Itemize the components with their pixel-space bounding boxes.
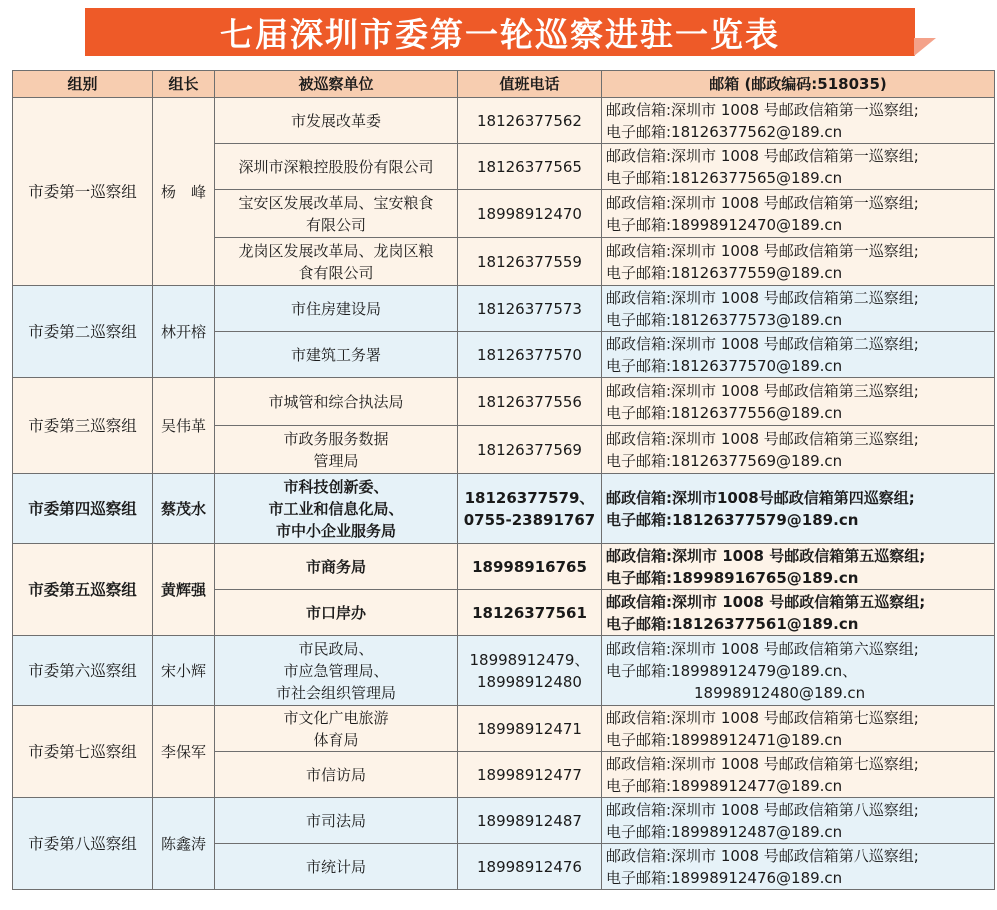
email-address-text: 电子邮箱:18998912471@189.cn — [606, 730, 843, 749]
email-address-text: 电子邮箱:18998912487@189.cn — [606, 822, 843, 841]
phone-cell — [458, 544, 602, 590]
unit-name-line: 市司法局 — [305, 811, 366, 830]
leader-cell: 陈鑫涛 — [153, 798, 215, 890]
email-address-text: 电子邮箱:18998912470@189.cn — [606, 215, 843, 234]
email-address-text: 18998912480@189.cn — [694, 683, 866, 702]
column-header-group: 组别 — [13, 71, 153, 98]
unit-cell — [215, 426, 458, 474]
unit-name-line: 市统计局 — [305, 857, 366, 876]
column-header-leader: 组长 — [153, 71, 215, 98]
phone-cell — [458, 752, 602, 798]
email-cell — [602, 378, 995, 426]
column-header-unit: 被巡察单位 — [215, 71, 458, 98]
page-title: 七届深圳市委第一轮巡察进驻一览表 — [85, 8, 915, 56]
unit-name-line: 市城管和综合执法局 — [268, 392, 404, 411]
unit-name-line: 市社会组织管理局 — [275, 683, 396, 702]
postal-box-text: 邮政信箱:深圳市 1008 号邮政信箱第三巡察组; — [606, 429, 919, 448]
group-name-cell: 市委第七巡察组 — [13, 706, 153, 798]
unit-name-line: 食有限公司 — [298, 263, 374, 282]
unit-cell — [215, 144, 458, 190]
unit-name-line: 龙岗区发展改革局、龙岗区粮 — [238, 241, 434, 260]
email-address-text: 电子邮箱:18126377562@189.cn — [606, 122, 843, 141]
unit-name-line: 市科技创新委、 — [283, 477, 389, 496]
email-cell — [602, 636, 995, 706]
phone-number: 18998912470 — [477, 204, 582, 223]
postal-box-text: 邮政信箱:深圳市 1008 号邮政信箱第一巡察组; — [606, 193, 919, 212]
table-header-row — [13, 71, 995, 98]
unit-cell — [215, 590, 458, 636]
group-name-cell: 市委第八巡察组 — [13, 798, 153, 890]
unit-name-line: 市口岸办 — [305, 603, 366, 622]
phone-number: 18126377559 — [477, 252, 582, 271]
email-cell — [602, 844, 995, 890]
postal-box-text: 邮政信箱:深圳市 1008 号邮政信箱第一巡察组; — [606, 100, 919, 119]
postal-box-text: 邮政信箱:深圳市 1008 号邮政信箱第七巡察组; — [606, 708, 919, 727]
phone-number: 18998916765 — [472, 557, 587, 576]
phone-cell — [458, 190, 602, 238]
unit-cell — [215, 544, 458, 590]
unit-cell — [215, 752, 458, 798]
table-row — [13, 798, 995, 844]
phone-number: 18998912476 — [477, 857, 582, 876]
group-name-cell: 市委第五巡察组 — [13, 544, 153, 636]
email-cell — [602, 286, 995, 332]
leader-cell: 吴伟革 — [153, 378, 215, 474]
phone-number: 18126377579、 — [464, 488, 595, 507]
table-row — [13, 98, 995, 144]
postal-box-text: 邮政信箱:深圳市 1008 号邮政信箱第一巡察组; — [606, 241, 919, 260]
leader-cell: 林开榕 — [153, 286, 215, 378]
email-address-text: 电子邮箱:18998916765@189.cn — [606, 568, 859, 587]
email-address-text: 电子邮箱:18998912477@189.cn — [606, 776, 843, 795]
phone-number: 18998912479、 — [469, 650, 590, 669]
email-cell — [602, 426, 995, 474]
group-name-cell: 市委第一巡察组 — [13, 98, 153, 286]
phone-cell — [458, 636, 602, 706]
phone-number: 18126377569 — [477, 440, 582, 459]
phone-cell — [458, 590, 602, 636]
phone-number: 18126377570 — [477, 345, 582, 364]
postal-box-text: 邮政信箱:深圳市 1008 号邮政信箱第八巡察组; — [606, 846, 919, 865]
unit-cell — [215, 286, 458, 332]
inspection-table — [12, 70, 995, 890]
email-cell — [602, 544, 995, 590]
column-header-email: 邮箱 (邮政编码:518035) — [602, 71, 995, 98]
postal-box-text: 邮政信箱:深圳市 1008 号邮政信箱第二巡察组; — [606, 334, 919, 353]
unit-name-line: 市住房建设局 — [290, 299, 381, 318]
postal-box-text: 邮政信箱:深圳市 1008 号邮政信箱第一巡察组; — [606, 146, 919, 165]
leader-cell: 宋小辉 — [153, 636, 215, 706]
unit-name-line: 市工业和信息化局、 — [268, 499, 404, 518]
phone-cell — [458, 844, 602, 890]
unit-name-line: 深圳市深粮控股股份有限公司 — [238, 157, 434, 176]
email-cell — [602, 238, 995, 286]
unit-name-line: 市商务局 — [305, 557, 366, 576]
email-cell — [602, 144, 995, 190]
unit-cell — [215, 378, 458, 426]
table-row — [13, 544, 995, 590]
phone-cell — [458, 98, 602, 144]
group-name-cell: 市委第四巡察组 — [13, 474, 153, 544]
unit-name-line: 市发展改革委 — [290, 111, 381, 130]
group-name-cell: 市委第二巡察组 — [13, 286, 153, 378]
postal-box-text: 邮政信箱:深圳市 1008 号邮政信箱第五巡察组; — [606, 592, 926, 611]
email-address-text: 电子邮箱:18126377569@189.cn — [606, 451, 843, 470]
leader-cell: 李保军 — [153, 706, 215, 798]
unit-cell — [215, 332, 458, 378]
unit-name-line: 市信访局 — [305, 765, 366, 784]
unit-cell — [215, 238, 458, 286]
email-cell — [602, 332, 995, 378]
email-cell — [602, 798, 995, 844]
unit-cell — [215, 844, 458, 890]
email-address-text: 电子邮箱:18126377561@189.cn — [606, 614, 859, 633]
phone-cell — [458, 286, 602, 332]
email-cell — [602, 98, 995, 144]
email-address-text: 电子邮箱:18998912479@189.cn、 — [606, 661, 858, 680]
leader-cell: 蔡茂水 — [153, 474, 215, 544]
banner-decoration — [914, 38, 936, 56]
phone-cell — [458, 426, 602, 474]
postal-box-text: 邮政信箱:深圳市 1008 号邮政信箱第八巡察组; — [606, 800, 919, 819]
phone-cell — [458, 798, 602, 844]
leader-cell: 黄辉强 — [153, 544, 215, 636]
postal-box-text: 邮政信箱:深圳市 1008 号邮政信箱第六巡察组; — [606, 639, 919, 658]
unit-cell — [215, 798, 458, 844]
phone-number: 18998912487 — [477, 811, 582, 830]
email-address-text: 电子邮箱:18126377579@189.cn — [606, 510, 859, 529]
unit-cell — [215, 636, 458, 706]
unit-name-line: 市中小企业服务局 — [275, 521, 396, 540]
phone-number: 18998912480 — [477, 672, 582, 691]
unit-name-line: 市政务服务数据 — [283, 429, 389, 448]
postal-box-text: 邮政信箱:深圳市 1008 号邮政信箱第七巡察组; — [606, 754, 919, 773]
postal-box-text: 邮政信箱:深圳市 1008 号邮政信箱第五巡察组; — [606, 546, 926, 565]
email-address-text: 电子邮箱:18998912476@189.cn — [606, 868, 843, 887]
phone-number: 0755-23891767 — [463, 510, 596, 529]
table-row — [13, 286, 995, 332]
phone-number: 18126377561 — [472, 603, 587, 622]
email-address-text: 电子邮箱:18126377556@189.cn — [606, 403, 843, 422]
unit-name-line: 有限公司 — [305, 215, 366, 234]
phone-cell — [458, 474, 602, 544]
email-address-text: 电子邮箱:18126377573@189.cn — [606, 310, 843, 329]
unit-cell — [215, 474, 458, 544]
email-cell — [602, 752, 995, 798]
unit-cell — [215, 98, 458, 144]
group-name-cell: 市委第三巡察组 — [13, 378, 153, 474]
phone-number: 18998912477 — [477, 765, 582, 784]
unit-name-line: 市应急管理局、 — [283, 661, 389, 680]
postal-box-text: 邮政信箱:深圳市 1008 号邮政信箱第二巡察组; — [606, 288, 919, 307]
phone-number: 18998912471 — [477, 719, 582, 738]
unit-name-line: 市建筑工务署 — [290, 345, 381, 364]
unit-cell — [215, 190, 458, 238]
email-cell — [602, 474, 995, 544]
phone-number: 18126377562 — [477, 111, 582, 130]
column-header-phone: 值班电话 — [458, 71, 602, 98]
postal-box-text: 邮政信箱:深圳市 1008 号邮政信箱第三巡察组; — [606, 381, 919, 400]
phone-cell — [458, 238, 602, 286]
postal-box-text: 邮政信箱:深圳市1008号邮政信箱第四巡察组; — [606, 488, 915, 507]
email-address-text: 电子邮箱:18126377565@189.cn — [606, 168, 843, 187]
table-row — [13, 706, 995, 752]
email-cell — [602, 590, 995, 636]
unit-name-line: 市文化广电旅游 — [283, 708, 389, 727]
email-address-text: 电子邮箱:18126377559@189.cn — [606, 263, 843, 282]
unit-name-line: 管理局 — [313, 451, 359, 470]
table-row — [13, 474, 995, 544]
email-address-text: 电子邮箱:18126377570@189.cn — [606, 356, 843, 375]
leader-cell: 杨 峰 — [153, 98, 215, 286]
table-row — [13, 636, 995, 706]
unit-name-line: 宝安区发展改革局、宝安粮食 — [238, 193, 434, 212]
phone-number: 18126377556 — [477, 392, 582, 411]
group-name-cell: 市委第六巡察组 — [13, 636, 153, 706]
phone-cell — [458, 706, 602, 752]
phone-cell — [458, 378, 602, 426]
unit-name-line: 体育局 — [313, 730, 359, 749]
phone-cell — [458, 144, 602, 190]
email-cell — [602, 706, 995, 752]
table-row — [13, 378, 995, 426]
phone-number: 18126377565 — [477, 157, 582, 176]
phone-number: 18126377573 — [477, 299, 582, 318]
email-cell — [602, 190, 995, 238]
phone-cell — [458, 332, 602, 378]
unit-cell — [215, 706, 458, 752]
unit-name-line: 市民政局、 — [298, 639, 374, 658]
